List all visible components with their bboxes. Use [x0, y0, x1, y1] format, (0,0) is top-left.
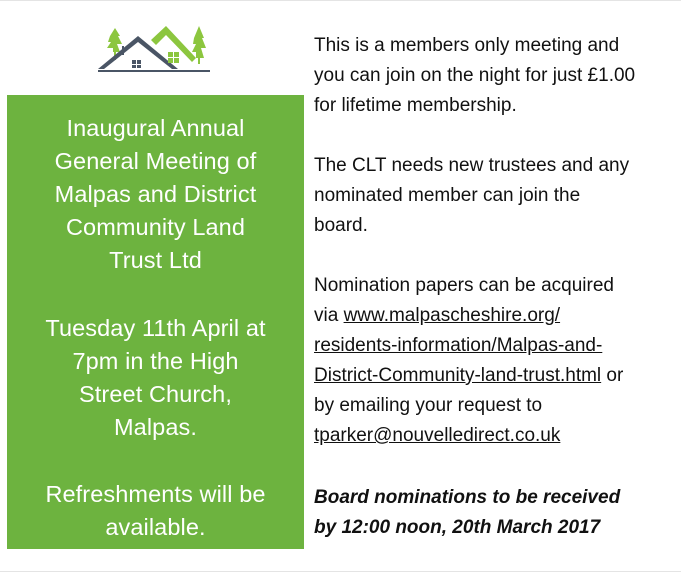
meeting-date-line: 7pm in the High [72, 348, 239, 374]
or-text: or [601, 365, 624, 386]
meeting-title-line: Malpas and District [54, 181, 257, 207]
refreshments-line: Refreshments will be [45, 481, 266, 507]
membership-paragraph [314, 31, 674, 121]
nomination-intro: Nomination papers can be acquired [314, 275, 614, 296]
event-details-panel [7, 95, 304, 549]
nomination-url-link[interactable]: www.malpascheshire.org/ [343, 305, 561, 326]
clt-logo-icon [94, 22, 222, 74]
membership-line: This is a members only meeting and [314, 35, 620, 56]
nomination-url-link[interactable]: District-Community-land-trust.html [314, 365, 602, 386]
via-text: via [314, 305, 344, 326]
meeting-info-column [314, 31, 674, 451]
membership-line: you can join on the night for just £1.00 [314, 65, 636, 86]
meeting-title-line: Community Land [65, 214, 246, 240]
bottom-divider [0, 571, 681, 572]
meeting-title-line: Trust Ltd [109, 247, 202, 273]
membership-line: for lifetime membership. [314, 95, 517, 116]
deadline-line: by 12:00 noon, 20th March 2017 [314, 517, 601, 538]
trustees-paragraph [314, 151, 674, 241]
trustees-line: nominated member can join the [314, 185, 581, 206]
meeting-title-line: Inaugural Annual [66, 115, 245, 141]
trustees-line: The CLT needs new trustees and any [314, 155, 630, 176]
top-divider [0, 0, 681, 1]
meeting-date-line: Malpas. [114, 414, 197, 440]
email-intro: by emailing your request to [314, 395, 543, 416]
deadline-line: Board nominations to be received [314, 487, 621, 508]
trustees-line: board. [314, 215, 368, 236]
email-link[interactable]: tparker@nouvelledirect.co.uk [314, 425, 561, 446]
meeting-date-line: Street Church, [79, 381, 232, 407]
nomination-url-link[interactable]: residents-information/Malpas-and- [314, 335, 603, 356]
refreshments-note [7, 478, 304, 544]
refreshments-line: available. [105, 514, 206, 540]
meeting-date-line: Tuesday 11th April at [45, 315, 266, 341]
meeting-date-location [7, 312, 304, 444]
nomination-paragraph [314, 271, 674, 451]
deadline-notice [314, 483, 674, 543]
meeting-title [7, 112, 304, 277]
meeting-title-line: General Meeting of [54, 148, 257, 174]
